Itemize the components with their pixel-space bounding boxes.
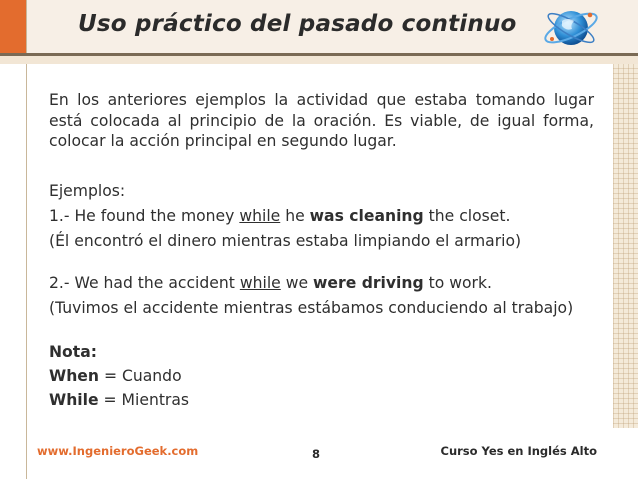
right-decorative-pattern [613,64,638,428]
note-when-word: When [49,367,99,385]
example-2-suffix: to work. [423,274,492,292]
example-2-prefix: 2.- We had the accident [49,274,240,292]
note-label [49,343,97,361]
note-label-text: Nota: [49,343,97,361]
note-when-meaning: = Cuando [98,367,182,385]
page-title: Uso práctico del pasado continuo [78,11,517,37]
note-while-meaning: = Mientras [98,391,190,409]
note-when [49,367,182,385]
example-1-while: while [239,207,281,225]
page-number: 8 [312,447,321,461]
intro-paragraph: En los anteriores ejemplos la actividad que estaba tomando lugar está colocada al principio de la oración. Es viable, de igual forma, colocar la acción principal en segundo lugar. [49,91,594,150]
example-2-translation: (Tuvimos el accidente mientras estábamos conduciendo al trabajo) [49,299,574,317]
left-vertical-line [26,0,27,479]
example-2-verb: were driving [313,274,424,292]
note-while [49,391,189,409]
header-divider-light [0,56,638,64]
example-1-sentence [49,207,510,225]
slide-footer [37,444,597,464]
example-1-translation: (Él encontró el dinero mientras estaba limpiando el armario) [49,232,522,250]
example-2-while: while [239,274,281,292]
left-accent-bar [0,0,26,53]
globe-logo-icon [540,3,602,53]
footer-website-link[interactable]: www.IngenieroGeek.com [37,444,199,458]
example-1-prefix: 1.- He found the money [49,207,240,225]
footer-course-name: Curso Yes en Inglés Alto [440,444,597,458]
slide-content [49,90,594,409]
example-1-verb: was cleaning [309,207,424,225]
example-2-mid: we [280,274,314,292]
example-1-suffix: the closet. [423,207,511,225]
note-while-word: While [49,391,99,409]
example-1-mid: he [280,207,310,225]
example-2-sentence [49,274,492,292]
examples-label: Ejemplos: [49,182,126,200]
